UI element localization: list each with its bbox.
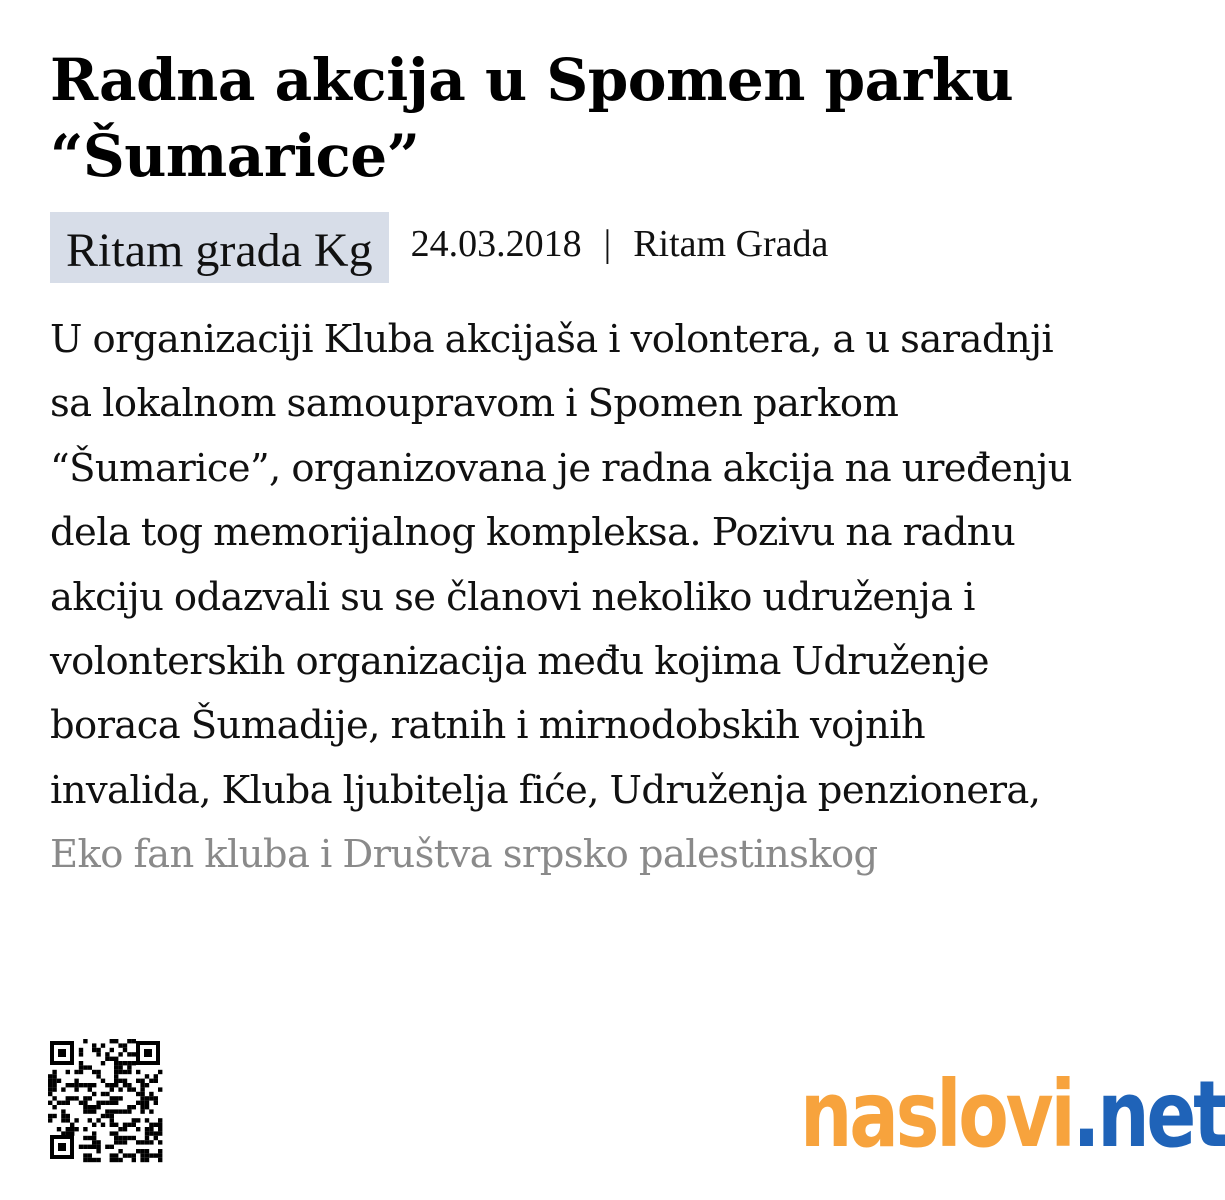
- naslovi-logo[interactable]: [800, 1060, 1225, 1170]
- body-line: sa lokalnom samoupravom i Spomen parkom: [50, 381, 899, 427]
- logo-part-net: .net: [1072, 1061, 1225, 1168]
- body-line: “Šumarice”, organizovana je radna akcija na uređenju: [50, 445, 1072, 491]
- source-badge[interactable]: Ritam grada Kg: [50, 212, 389, 283]
- publish-date: 24.03.2018: [410, 223, 582, 265]
- body-line: volonterskih organizacija među kojima Udruženje: [50, 639, 989, 685]
- qr-code-icon[interactable]: [46, 1037, 164, 1163]
- article-body: [50, 308, 1160, 888]
- body-line-faded: Eko fan kluba i Društva srpsko palestinskog: [50, 832, 878, 878]
- section-name[interactable]: Ritam Grada: [633, 223, 829, 265]
- body-line: akciju odazvali su se članovi nekoliko udruženja i: [50, 574, 975, 620]
- body-line: boraca Šumadije, ratnih i mirnodobskih vojnih: [50, 703, 926, 749]
- logo-part-naslovi: naslovi: [800, 1061, 1073, 1168]
- article-title: Radna akcija u Spomen parku “Šumarice”: [50, 46, 1014, 190]
- body-line: U organizaciji Kluba akcijaša i volontera, a u saradnji: [50, 317, 1054, 362]
- body-line: invalida, Kluba ljubitelja fiće, Udruženja penzionera,: [50, 767, 1041, 813]
- meta-line: [411, 212, 829, 276]
- article-meta: [50, 212, 828, 283]
- meta-separator: |: [603, 223, 612, 265]
- body-line: dela tog memorijalnog kompleksa. Pozivu na radnu: [50, 510, 1016, 556]
